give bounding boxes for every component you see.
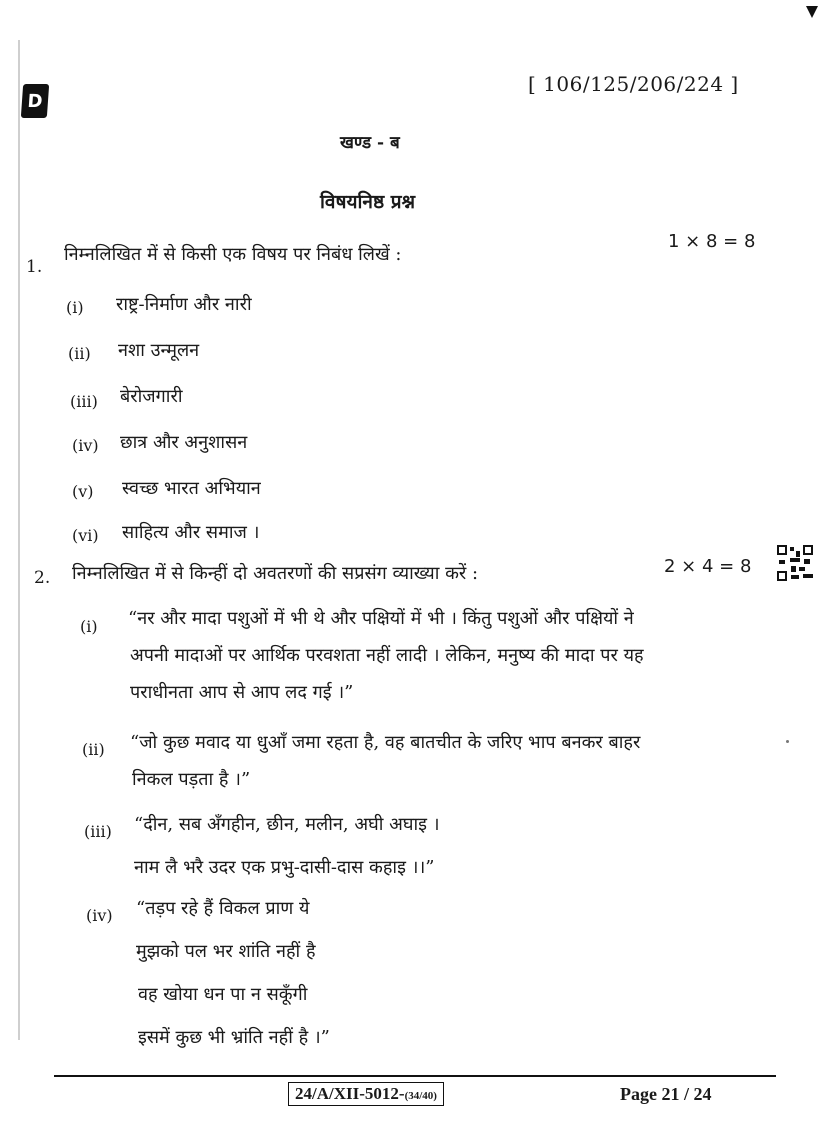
- footer-code-main: 24/A/XII-5012-: [295, 1084, 405, 1103]
- q2-passage-line: “तड़प रहे हैं विकल प्राण ये: [136, 898, 310, 919]
- footer-rule: [54, 1075, 776, 1077]
- q1-marks: 1 × 8 = 8: [668, 231, 756, 252]
- section-title: खण्ड - ब: [340, 133, 400, 153]
- scan-speck: [786, 740, 789, 743]
- set-badge: D: [21, 84, 49, 118]
- qr-code-icon: [777, 545, 813, 581]
- q1-option-roman: (v): [72, 482, 94, 501]
- q2-number: 2.: [34, 568, 51, 588]
- q1-text: निम्नलिखित में से किसी एक विषय पर निबंध लिखें :: [64, 244, 402, 265]
- scan-edge-line: [18, 40, 20, 1040]
- q2-passage-line: इसमें कुछ भी भ्रांति नहीं है ।”: [138, 1027, 330, 1048]
- page-number: Page 21 / 24: [620, 1084, 712, 1104]
- q2-passage-line: “नर और मादा पशुओं में भी थे और पक्षियों में भी । किंतु पशुओं और पक्षियों ने: [128, 608, 634, 629]
- q2-passage-line: नाम लै भरै उदर एक प्रभु-दासी-दास कहाइ ।।”: [134, 857, 435, 878]
- q2-passage-line: वह खोया धन पा न सकूँगी: [138, 984, 308, 1005]
- q1-option-roman: (iv): [72, 436, 99, 455]
- q1-option-text: बेरोजगारी: [120, 386, 183, 407]
- q2-passage-roman: (i): [80, 617, 98, 636]
- q2-text: निम्नलिखित में से किन्हीं दो अवतरणों की सप्रसंग व्याख्या करें :: [72, 563, 479, 584]
- q1-option-roman: (iii): [70, 392, 98, 411]
- footer-code-small: (34/40): [404, 1090, 437, 1102]
- q2-passage-line: अपनी मादाओं पर आर्थिक परवशता नहीं लादी । लेकिन, मनुष्य की मादा पर यह: [130, 645, 644, 666]
- q2-passage-roman: (iv): [86, 906, 113, 925]
- q1-option-text: नशा उन्मूलन: [118, 340, 200, 361]
- footer-code: [288, 1082, 444, 1106]
- corner-mark: [806, 6, 818, 18]
- q1-option-roman: (vi): [72, 526, 99, 545]
- q2-passage-roman: (ii): [82, 740, 105, 759]
- q2-passage-line: “जो कुछ मवाद या धुआँ जमा रहता है, वह बातचीत के जरिए भाप बनकर बाहर: [130, 732, 641, 753]
- q1-option-roman: (i): [66, 298, 84, 317]
- q2-passage-line: मुझको पल भर शांति नहीं है: [136, 941, 316, 962]
- q1-option-text: साहित्य और समाज ।: [122, 522, 260, 543]
- q2-marks: 2 × 4 = 8: [664, 556, 752, 577]
- q1-option-text: स्वच्छ भारत अभियान: [122, 478, 261, 499]
- subtitle: विषयनिष्ठ प्रश्न: [320, 191, 416, 213]
- q2-passage-line: “दीन, सब अँगहीन, छीन, मलीन, अघी अघाइ ।: [134, 814, 440, 835]
- q1-option-text: छात्र और अनुशासन: [120, 432, 248, 453]
- q1-number: 1.: [26, 257, 43, 277]
- q1-option-text: राष्ट्र-निर्माण और नारी: [116, 294, 252, 315]
- q2-passage-line: पराधीनता आप से आप लद गई ।”: [130, 682, 354, 703]
- paper-codes: [ 106/125/206/224 ]: [528, 72, 739, 96]
- q2-passage-line: निकल पड़ता है ।”: [132, 769, 251, 790]
- q2-passage-roman: (iii): [84, 822, 112, 841]
- q1-option-roman: (ii): [68, 344, 91, 363]
